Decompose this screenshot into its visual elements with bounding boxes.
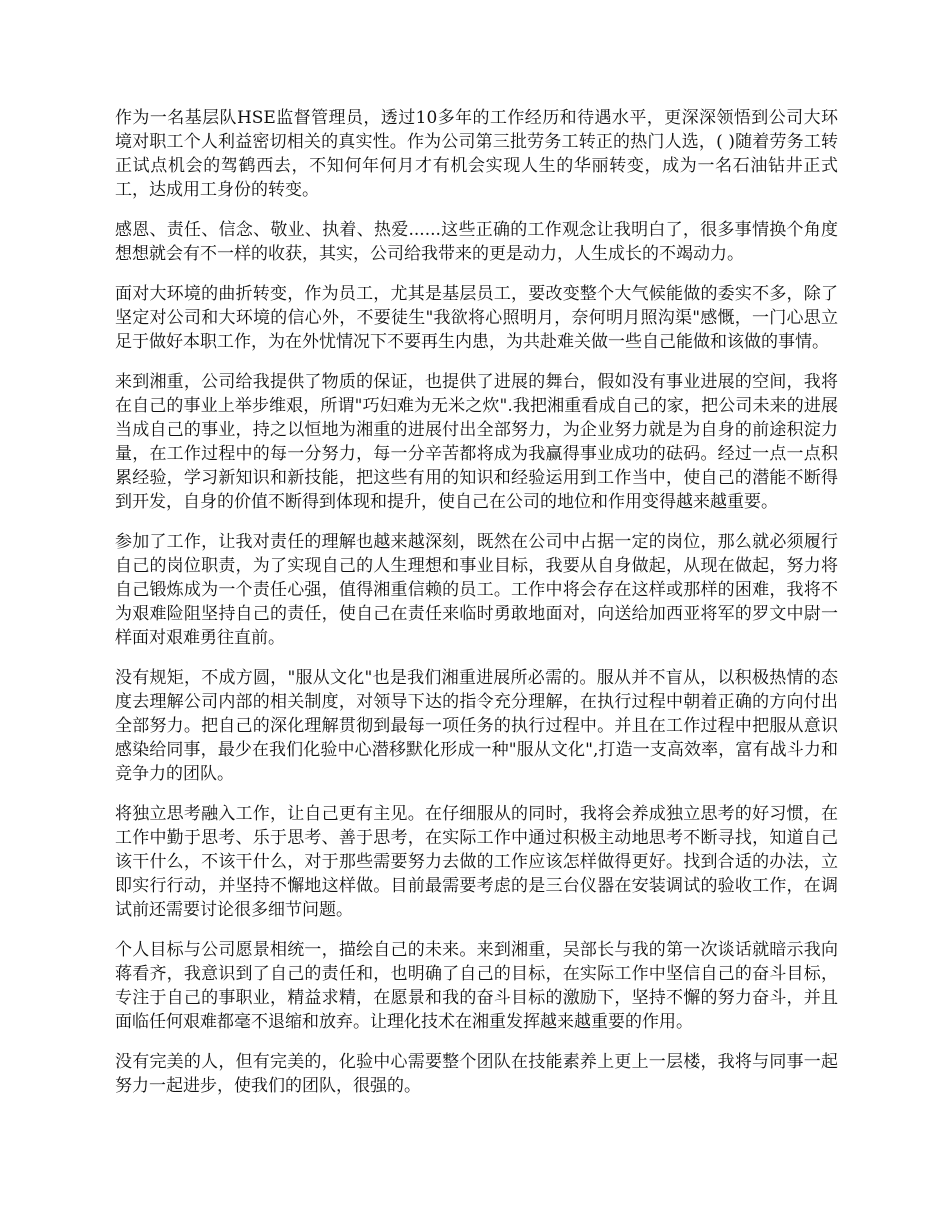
paragraph-2: 感恩、责任、信念、敬业、执着、热爱......这些正确的工作观念让我明白了，很多事情换个角度想想就会有不一样的收获，其实，公司给我带来的更是动力，人生成长的不竭动力。	[115, 220, 838, 264]
paragraph-1: 作为一名基层队HSE监督管理员，透过10多年的工作经历和待遇水平，更深深领悟到公司大环境对职工个人利益密切相关的真实性。作为公司第三批劳务工转正的热门人选，( )随着劳务工转正试点机会的驾鹤西去，不知何年何月才有机会实现人生的华丽转变，成为一名石油钻井正式工，达成用工身份的转变。	[115, 108, 838, 200]
paragraph-4: 来到湘重，公司给我提供了物质的保证，也提供了进展的舞台，假如没有事业进展的空间，我将在自己的事业上举步维艰，所谓"巧妇难为无米之炊".我把湘重看成自己的家，把公司未来的进展当成自己的事业，持之以恒地为湘重的进展付出全部努力，为企业努力就是为自身的前途积淀力量，在工作过程中的每一分努力，每一分辛苦都将成为我赢得事业成功的砝码。经过一点一点积累经验，学习新知识和新技能，把这些有用的知识和经验运用到工作当中，使自己的潜能不断得到开发，自身的价值不断得到体现和提升，使自己在公司的地位和作用变得越来越重要。	[115, 372, 838, 512]
paragraph-7: 将独立思考融入工作，让自己更有主见。在仔细服从的同时，我将会养成独立思考的好习惯，在工作中勤于思考、乐于思考、善于思考，在实际工作中通过积极主动地思考不断寻找，知道自己该干什么，不该干什么，对于那些需要努力去做的工作应该怎样做得更好。找到合适的办法，立即实行行动，并坚持不懈地这样做。目前最需要考虑的是三台仪器在安装调试的验收工作，在调试前还需要讨论很多细节问题。	[115, 804, 838, 920]
paragraph-9: 没有完美的人，但有完美的，化验中心需要整个团队在技能素养上更上一层楼，我将与同事一起努力一起进步，使我们的团队，很强的。	[115, 1052, 838, 1096]
paragraph-6: 没有规矩，不成方圆，"服从文化"也是我们湘重进展所必需的。服从并不盲从，以积极热情的态度去理解公司内部的相关制度，对领导下达的指令充分理解，在执行过程中朝着正确的方向付出全部努力。把自己的深化理解贯彻到最每一项任务的执行过程中。并且在工作过程中把服从意识感染给同事，最少在我们化验中心潜移默化形成一种"服从文化",打造一支高效率，富有战斗力和竞争力的团队。	[115, 668, 838, 784]
document-page	[115, 106, 838, 1114]
paragraph-8: 个人目标与公司愿景相统一，描绘自己的未来。来到湘重，吴部长与我的第一次谈话就暗示我向蒋看齐，我意识到了自己的责任和，也明确了自己的目标，在实际工作中坚信自己的奋斗目标，专注于自己的事职业，精益求精，在愿景和我的奋斗目标的激励下，坚持不懈的努力奋斗，并且面临任何艰难都毫不退缩和放弃。让理化技术在湘重发挥越来越重要的作用。	[115, 940, 838, 1032]
paragraph-5: 参加了工作，让我对责任的理解也越来越深刻，既然在公司中占据一定的岗位，那么就必须履行自己的岗位职责，为了实现自己的人生理想和事业目标，我要从自身做起，从现在做起，努力将自己锻炼成为一个责任心强，值得湘重信赖的员工。工作中将会存在这样或那样的困难，我将不为艰难险阻坚持自己的责任，使自己在责任来临时勇敢地面对，向送给加西亚将军的罗文中尉一样面对艰难勇往直前。	[115, 532, 838, 648]
paragraph-3: 面对大环境的曲折转变，作为员工，尤其是基层员工，要改变整个大气候能做的委实不多，除了坚定对公司和大环境的信心外，不要徒生"我欲将心照明月，奈何明月照沟渠"感慨，一门心思立足于做好本职工作，为在外忧情况下不要再生内患，为共赴难关做一些自己能做和该做的事情。	[115, 284, 838, 352]
